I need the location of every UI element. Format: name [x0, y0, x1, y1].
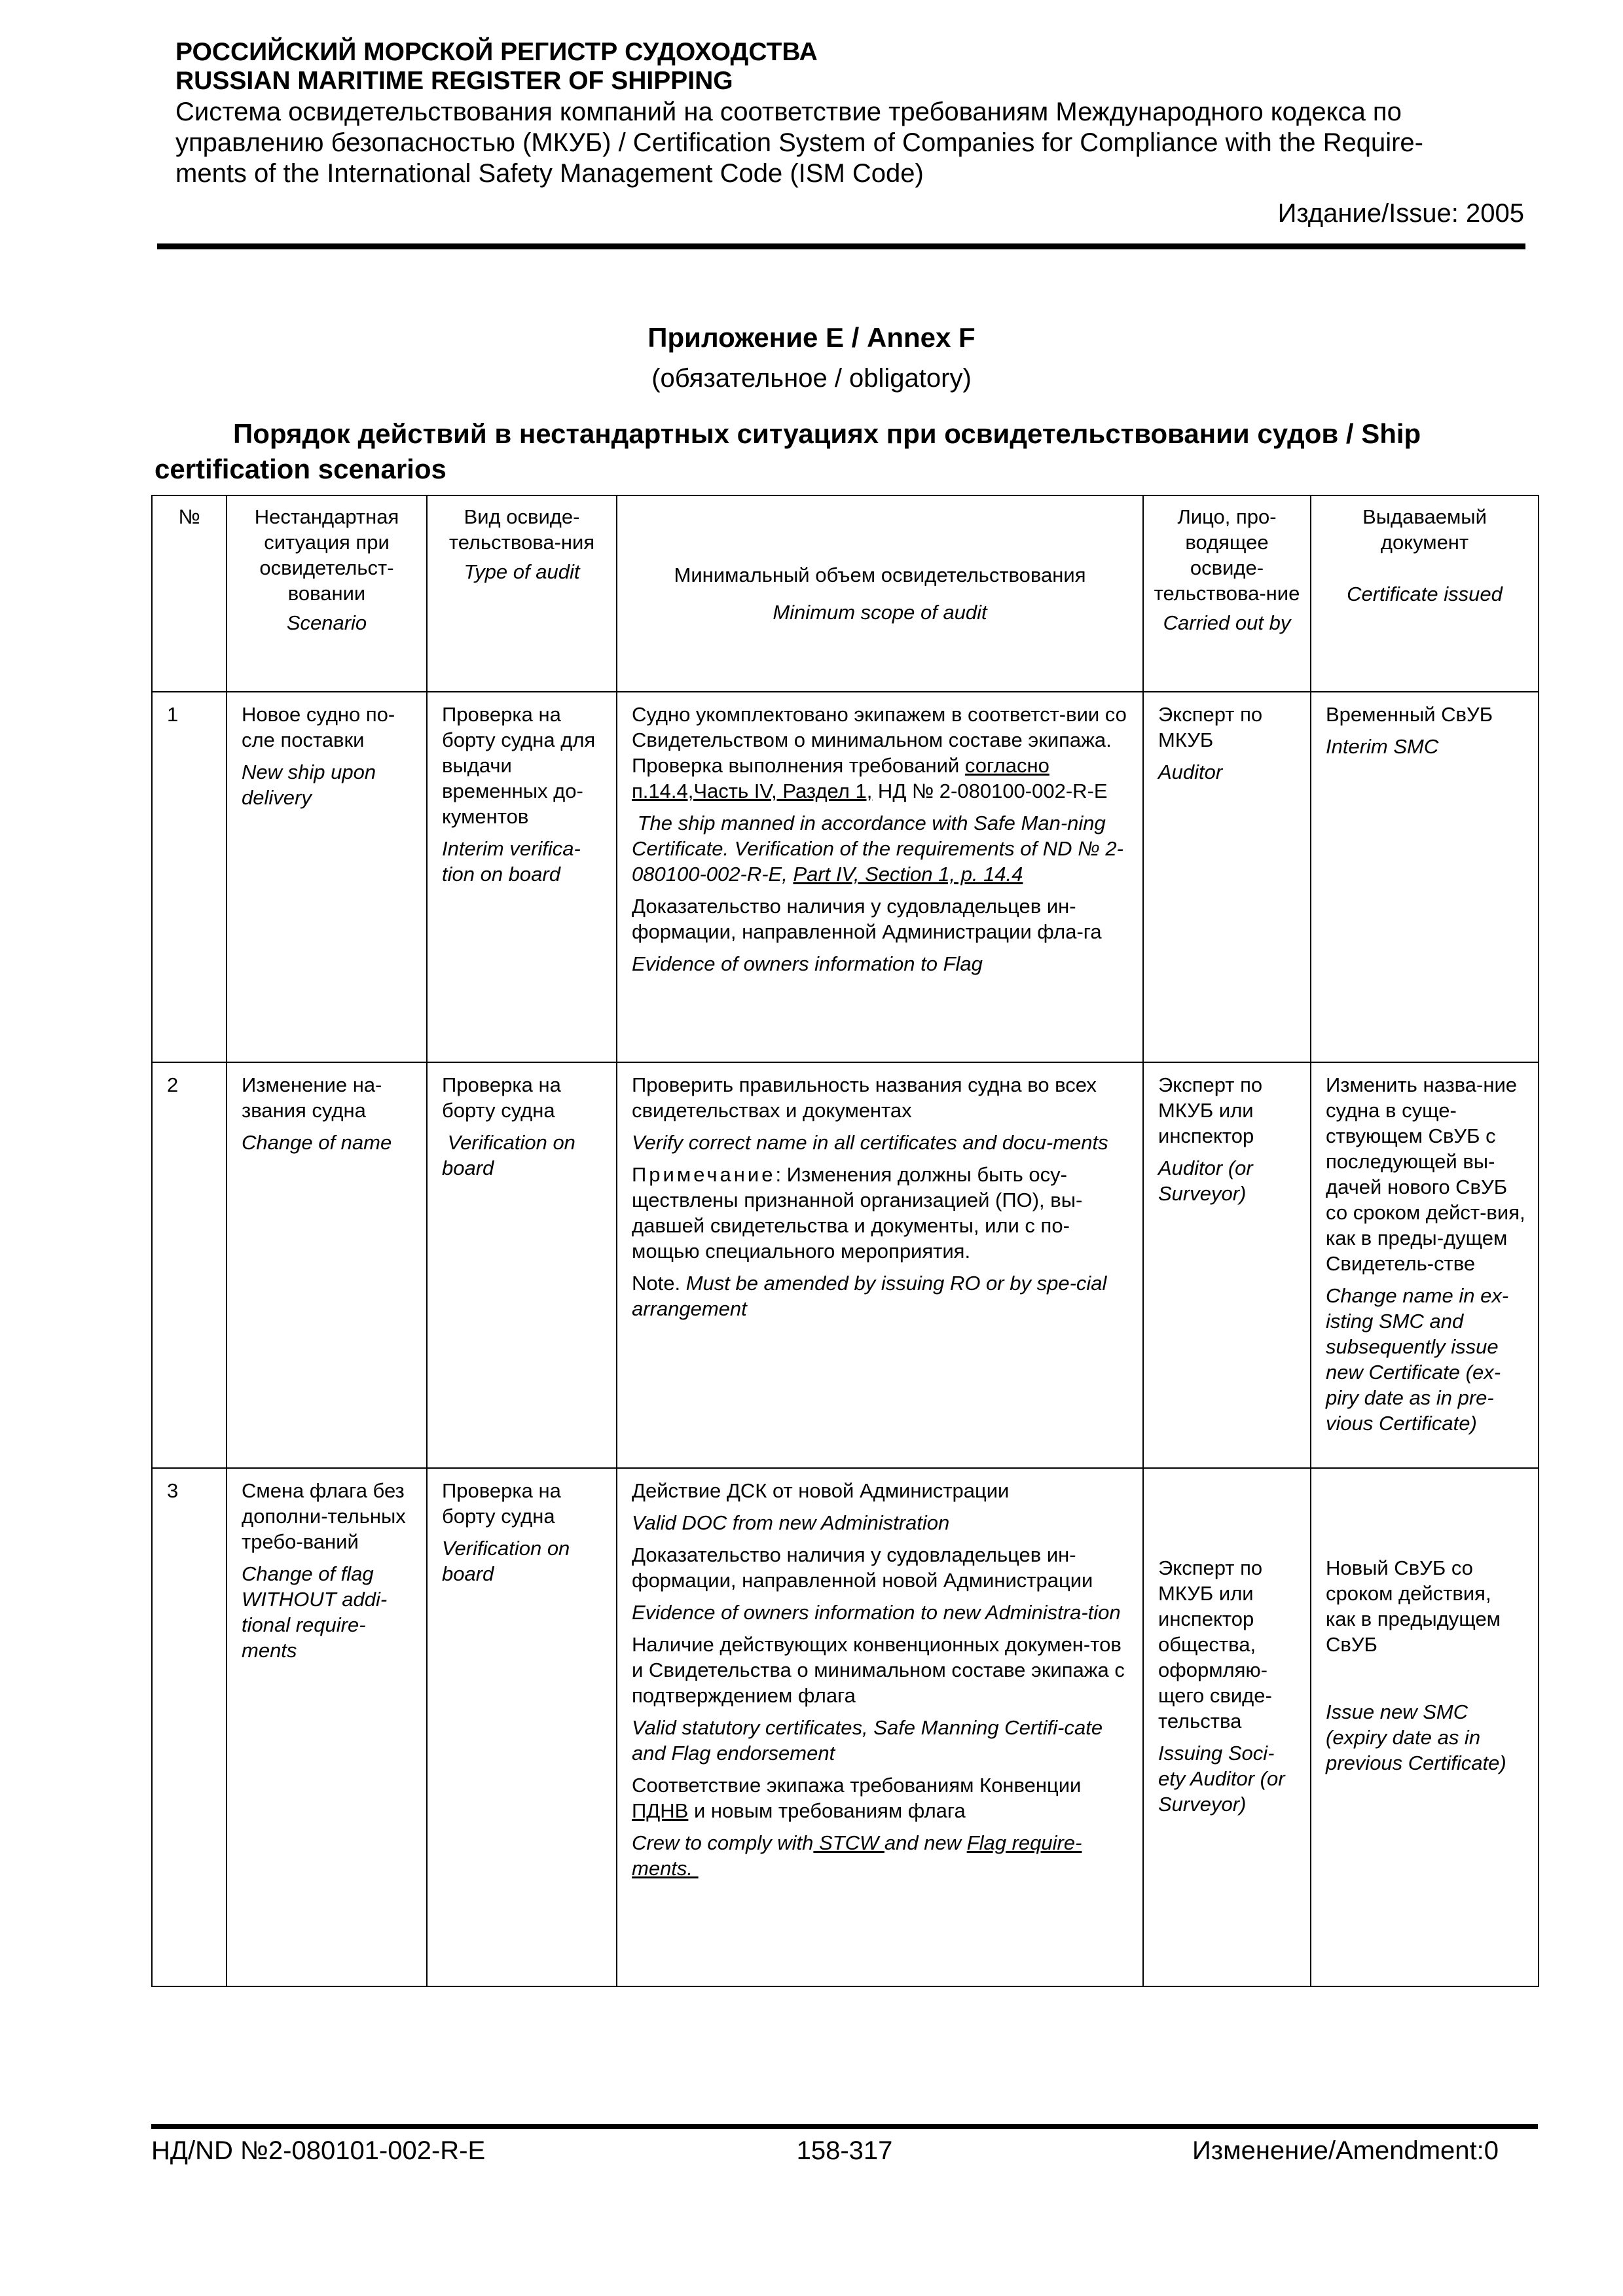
scope-cell: [617, 1468, 1143, 1986]
scope-text: и новым требованиям флага: [688, 1799, 966, 1822]
carried-out-by-en: Issuing Soci-ety Auditor (or Surveyor): [1158, 1742, 1285, 1816]
scenarios-table: [151, 495, 1539, 1987]
scope-paragraph: Verify correct name in all certificates and docu-ments: [632, 1131, 1108, 1154]
certificate-cell: [1311, 1468, 1539, 1986]
scope-text: НД № 2-080100-002-R-E: [872, 780, 1108, 802]
header-cell-scenario: [227, 495, 427, 692]
scope-reference: Part IV, Section 1, p. 14.4: [793, 863, 1023, 886]
audit-type-cell: [427, 1062, 617, 1468]
audit-type-en: Interim verifica-tion on board: [442, 837, 581, 886]
document-title: [155, 416, 1529, 487]
scenario-ru: Изменение на-звания судна: [242, 1073, 382, 1122]
scope-note-ru: [632, 1162, 1131, 1264]
header-by-ru: Лицо, про-водящее освиде-тельствова-ние: [1154, 505, 1300, 605]
audit-type-en: Verification on board: [442, 1131, 581, 1179]
scope-paragraph: [632, 810, 1131, 887]
audit-type-ru: Проверка на борту судна для выдачи временных до-кументов: [442, 703, 596, 828]
table-header-row: [152, 495, 1539, 692]
table-row: [152, 1062, 1539, 1468]
scope-text: Crew to comply with: [632, 1831, 814, 1854]
carried-out-by-en: Auditor (or Surveyor): [1158, 1157, 1253, 1205]
scope-text: Судно укомплектовано экипажем в соответст-вии со Свидетельством о минимальном составе экипажа. Проверка выполнения требований: [632, 703, 1127, 777]
certificate-cell: [1311, 1062, 1539, 1468]
note-label: Note.: [632, 1272, 686, 1295]
issue-label: Издание/Issue: 2005: [1277, 199, 1524, 228]
scope-paragraph: Valid statutory certificates, Safe Manning Certifi-cate and Flag endorsement: [632, 1716, 1103, 1765]
row-number: 3: [152, 1468, 227, 1986]
header-cert-ru: Выдаваемый документ: [1362, 505, 1487, 554]
table-row: [152, 1468, 1539, 1986]
table-row: [152, 692, 1539, 1062]
scenario-en: Change of flag WITHOUT addi-tional require-ments: [242, 1562, 388, 1662]
scenario-cell: [227, 1468, 427, 1986]
system-title-line: Система освидетельствования компаний на соответствие требованиям Международного кодекса по: [175, 98, 1402, 126]
org-name-en: RUSSIAN MARITIME REGISTER OF SHIPPING: [175, 67, 733, 95]
system-title: [175, 97, 1524, 189]
header-cell-type: [427, 495, 617, 692]
scope-reference: согласно п.14.4,Часть IV, Раздел 1,: [632, 754, 1049, 802]
certificate-en: Change name in ex-isting SMC and subsequently issue new Certificate (ex-piry date as in pre-vious Certificate): [1326, 1284, 1509, 1435]
carried-out-by-cell: [1143, 692, 1311, 1062]
scope-reference: ПДНВ: [632, 1799, 689, 1822]
scenario-en: New ship upon delivery: [242, 761, 376, 809]
scope-reference: Flag require-ments.: [632, 1831, 1082, 1880]
scenario-ru: Смена флага без дополни-тельных требо-ваний: [242, 1479, 406, 1553]
header-num: №: [178, 505, 200, 528]
scope-cell: [617, 1062, 1143, 1468]
certificate-cell: [1311, 692, 1539, 1062]
footer-doc-number: НД/ND №2-080101-002-R-E: [151, 2136, 486, 2165]
header-scenario-en: Scenario: [286, 611, 367, 634]
row-number: 2: [152, 1062, 227, 1468]
audit-type-cell: [427, 1468, 617, 1986]
certificate-ru: Временный СвУБ: [1326, 703, 1493, 726]
scope-paragraph: Действие ДСК от новой Администрации: [632, 1479, 1010, 1502]
header-type-ru: Вид освиде-тельствова-ния: [448, 505, 595, 554]
scenario-en: Change of name: [242, 1131, 392, 1154]
scope-paragraph: Valid DOC from new Administration: [632, 1511, 950, 1534]
annex-status: (обязательное / obligatory): [651, 364, 972, 393]
footer-amendment: Изменение/Amendment:0: [1192, 2136, 1499, 2165]
scope-text: The ship manned in accordance with Safe Man-ning Certificate. Verification of the requirements of ND № 2-080100-002-R-E,: [632, 812, 1123, 886]
document-title-line: certification scenarios: [155, 454, 447, 484]
carried-out-by-cell: [1143, 1468, 1311, 1986]
scope-text: Must be amended by issuing RO or by spe-cial arrangement: [632, 1272, 1113, 1320]
org-name-ru: РОССИЙСКИЙ МОРСКОЙ РЕГИСТР СУДОХОДСТВА: [175, 38, 818, 66]
header-cell-by: [1143, 495, 1311, 692]
certificate-en: Interim SMC: [1326, 735, 1439, 758]
header-cell-num: [152, 495, 227, 692]
scope-paragraph: [632, 1830, 1131, 1881]
document-title-line: Порядок действий в нестандартных ситуациях при освидетельствовании судов / Ship: [233, 418, 1421, 449]
carried-out-by-en: Auditor: [1158, 761, 1223, 783]
scope-text: and new: [884, 1831, 967, 1854]
annex-title: Приложение Е / Annex F: [647, 322, 976, 353]
header-scope-en: Minimum scope of audit: [773, 601, 987, 624]
certificate-ru: Новый СвУБ со сроком действия, как в предыдущем СвУБ: [1326, 1556, 1501, 1656]
header-divider: [157, 243, 1525, 249]
system-title-line: управлению безопасностью (МКУБ) / Certification System of Companies for Compliance with the Require-: [175, 128, 1423, 157]
scope-text: Соответствие экипажа требованиям Конвенции: [632, 1774, 1087, 1797]
header-cell-scope: [617, 495, 1143, 692]
carried-out-by-cell: [1143, 1062, 1311, 1468]
scope-paragraph: [632, 702, 1131, 804]
carried-out-by-ru: Эксперт по МКУБ или инспектор общества, оформляю-щего свиде-тельства: [1158, 1556, 1272, 1732]
scope-cell: [617, 692, 1143, 1062]
footer-page-number: 158-317: [796, 2136, 893, 2165]
carried-out-by-ru: Эксперт по МКУБ или инспектор: [1158, 1073, 1263, 1147]
scope-paragraph: [632, 1772, 1131, 1823]
header-scenario-ru: Нестандартная ситуация при освидетельст-вовании: [254, 505, 399, 605]
audit-type-en: Verification on board: [442, 1537, 570, 1585]
header-cell-cert: [1311, 495, 1539, 692]
note-label: Примечание: [632, 1163, 776, 1186]
header-scope-ru: Минимальный объем освидетельствования: [674, 564, 1086, 586]
carried-out-by-ru: Эксперт по МКУБ: [1158, 703, 1263, 751]
footer-divider: [151, 2124, 1538, 2129]
scope-paragraph: Доказательство наличия у судовладельцев ин-формации, направленной новой Администрации: [632, 1543, 1093, 1592]
header-type-en: Type of audit: [464, 560, 580, 583]
scenario-ru: Новое судно по-сле поставки: [242, 703, 395, 751]
scope-paragraph: Доказательство наличия у судовладельцев ин-формации, направленной Администрации фла-га: [632, 895, 1102, 943]
audit-type-cell: [427, 692, 617, 1062]
certificate-ru: Изменить назва-ние судна в суще-ствующем СвУБ с последующей вы-дачей нового СвУБ со сроком дейст-вия, как в преды-дущем Свидетель-стве: [1326, 1073, 1525, 1275]
scope-text: : Изменения должны быть осу-ществлены признанной организацией (ПО), вы-давшей свидетельства и документы, или с по-мощью специального мероприятия.: [632, 1163, 1083, 1263]
scope-paragraph: Проверить правильность названия судна во всех свидетельствах и документах: [632, 1073, 1097, 1122]
system-title-line: ments of the International Safety Management Code (ISM Code): [175, 159, 924, 188]
certificate-en: Issue new SMC (expiry date as in previous Certificate): [1326, 1700, 1506, 1774]
row-number: 1: [152, 692, 227, 1062]
scope-paragraph: Evidence of owners information to new Administra-tion: [632, 1601, 1121, 1624]
scenario-cell: [227, 692, 427, 1062]
scope-reference: STCW: [813, 1831, 884, 1854]
audit-type-ru: Проверка на борту судна: [442, 1073, 561, 1122]
header-by-en: Carried out by: [1163, 611, 1291, 634]
scope-paragraph: Evidence of owners information to Flag: [632, 952, 983, 975]
scenario-cell: [227, 1062, 427, 1468]
header-cert-en: Certificate issued: [1347, 583, 1503, 605]
audit-type-ru: Проверка на борту судна: [442, 1479, 561, 1528]
page-header: [175, 38, 1524, 229]
scope-paragraph: Наличие действующих конвенционных докумен-тов и Свидетельства о минимальном составе экипажа с подтверждением флага: [632, 1633, 1125, 1707]
scope-note-en: [632, 1270, 1131, 1321]
